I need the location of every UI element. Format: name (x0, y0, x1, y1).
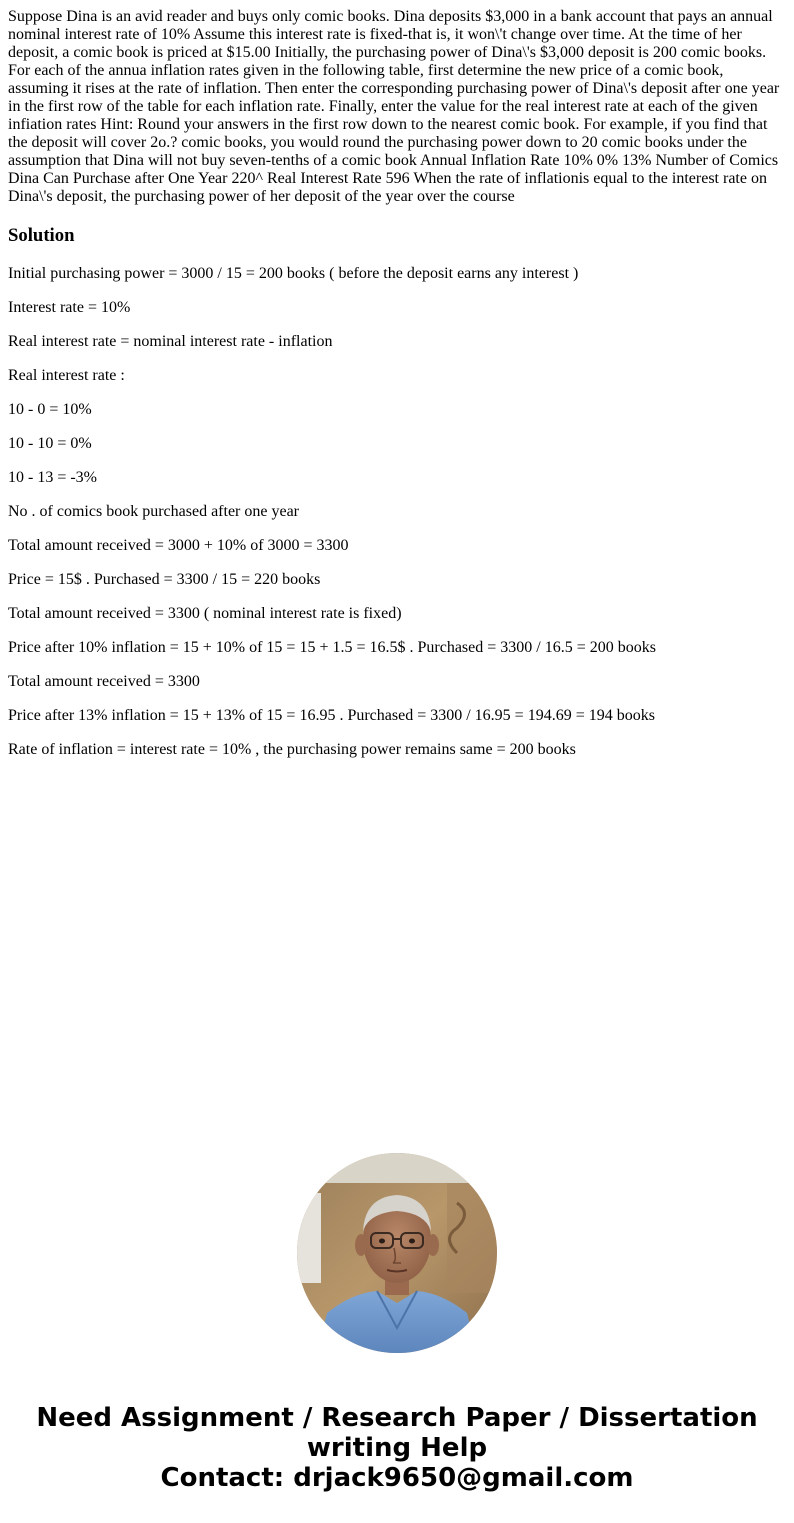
solution-line: Total amount received = 3300 (8, 673, 200, 690)
tutor-portrait-icon (297, 1153, 497, 1353)
solution-line: Total amount received = 3300 ( nominal interest rate is fixed) (8, 605, 402, 622)
promo-banner (0, 1403, 794, 1493)
solution-line: Real interest rate : (8, 367, 125, 384)
promo-contact: Contact: drjack9650@gmail.com (160, 1463, 634, 1493)
solution-line: No . of comics book purchased after one year (8, 503, 299, 520)
solution-line: 10 - 0 = 10% (8, 401, 92, 418)
solution-line: Interest rate = 10% (8, 299, 131, 316)
solution-line: Initial purchasing power = 3000 / 15 = 200 books ( before the deposit earns any interest ) (8, 265, 579, 282)
promo-line-2: writing Help (306, 1433, 488, 1463)
solution-line: Price = 15$ . Purchased = 3300 / 15 = 220 books (8, 571, 321, 588)
solution-heading: Solution (8, 225, 75, 246)
tutor-avatar (297, 1153, 497, 1353)
solution-line: Rate of inflation = interest rate = 10% , the purchasing power remains same = 200 books (8, 741, 576, 758)
question-text: Suppose Dina is an avid reader and buys only comic books. Dina deposits $3,000 in a bank account that pays an annual nominal interest rate of 10% Assume this interest rate is fixed-that is, it won\'t change over time. At the time of her deposit, a comic book is priced at $15.00 Initially, the purchasing power of Dina\'s $3,000 deposit is 200 comic books. For each of the annua inflation rates given in the following table, first determine the new price of a comic book, assuming it rises at the rate of inflation. Then enter the corresponding purchasing power of Dina\'s deposit after one year in the first row of the table for each inflation rate. Finally, enter the value for the real interest rate at each of the given infiation rates Hint: Round your answers in the first row down to the nearest comic book. For example, if you find that the deposit will cover 2o.? comic books, you would round the purchasing power down to 20 comic books under the assumption that Dina will not buy seven-tenths of a comic book Annual Inflation Rate 10% 0% 13% Number of Comics Dina Can Purchase after One Year 220^ Real Interest Rate 596 When the rate of inflationis equal to the interest rate on Dina\'s deposit, the purchasing power of her deposit of the year over the course (8, 8, 780, 205)
solution-line: 10 - 13 = -3% (8, 469, 98, 486)
solution-line: Total amount received = 3000 + 10% of 3000 = 3300 (8, 537, 349, 554)
solution-line: Real interest rate = nominal interest rate - inflation (8, 333, 333, 350)
solution-line: Price after 10% inflation = 15 + 10% of 15 = 15 + 1.5 = 16.5$ . Purchased = 3300 / 16.5 = 200 books (8, 639, 656, 656)
solution-line: 10 - 10 = 0% (8, 435, 92, 452)
page-content (8, 8, 786, 775)
solution-body (8, 265, 786, 759)
solution-line: Price after 13% inflation = 15 + 13% of 15 = 16.95 . Purchased = 3300 / 16.95 = 194.69 = 194 books (8, 707, 655, 724)
promo-line-1: Need Assignment / Research Paper / Dissertation (36, 1403, 758, 1433)
